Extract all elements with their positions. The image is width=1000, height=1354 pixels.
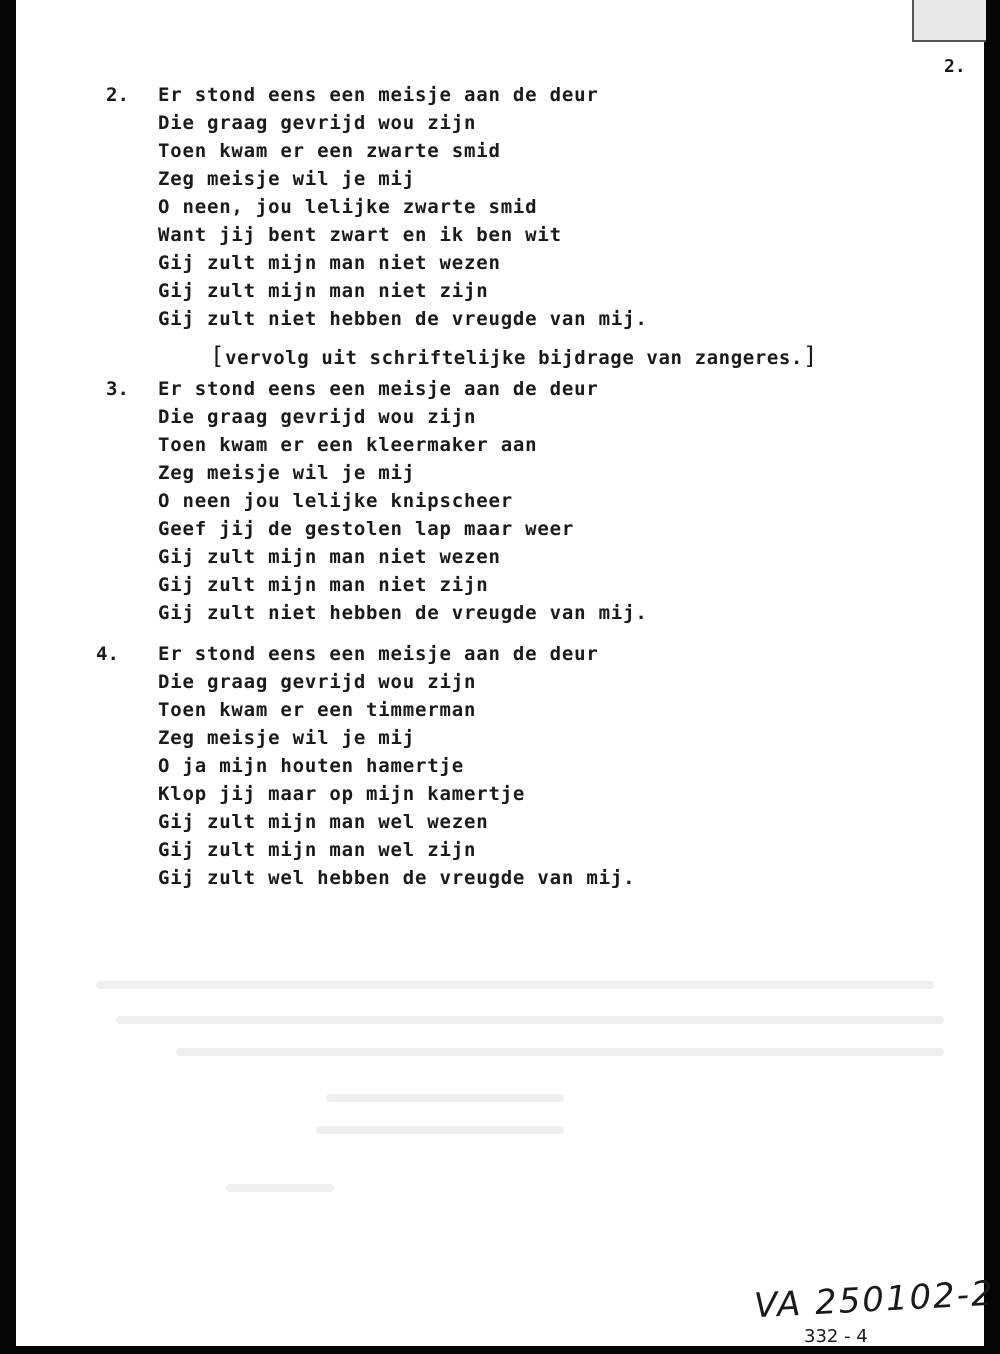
stanza-line: Geef jij de gestolen lap maar weer	[158, 518, 575, 540]
stanza-line: Want jij bent zwart en ik ben wit	[158, 224, 562, 246]
stanza-line: Toen kwam er een timmerman	[158, 699, 477, 721]
stanza-line: Die graag gevrijd wou zijn	[158, 671, 477, 693]
stanza-line: Gij zult mijn man wel wezen	[158, 811, 489, 833]
stanza-line: Klop jij maar op mijn kamertje	[158, 783, 526, 805]
stanza-line: Gij zult wel hebben de vreugde van mij.	[158, 867, 636, 889]
stanza-line: Gij zult mijn man wel zijn	[158, 839, 477, 861]
stanza-line: Gij zult mijn man niet wezen	[158, 252, 501, 274]
stanza-line: Gij zult mijn man niet wezen	[158, 546, 501, 568]
stanza-number: 3.	[106, 378, 129, 400]
stanza-line: Zeg meisje wil je mij	[158, 462, 416, 484]
stanza-line: Gij zult mijn man niet zijn	[158, 280, 489, 302]
stanza-line: Zeg meisje wil je mij	[158, 168, 416, 190]
stanza-line: O ja mijn houten hamertje	[158, 755, 464, 777]
stanza-line: O neen jou lelijke knipscheer	[158, 490, 513, 512]
source-note-text: vervolg uit schriftelijke bijdrage van zangeres.	[225, 347, 803, 369]
stanza-line: O neen, jou lelijke zwarte smid	[158, 196, 538, 218]
stanza-number: 4.	[96, 643, 119, 665]
stanza-line: Zeg meisje wil je mij	[158, 727, 416, 749]
stanza-line: Die graag gevrijd wou zijn	[158, 406, 477, 428]
reference-number: 332 - 4	[804, 1326, 868, 1347]
handwritten-archive-code: VA 250102-2	[753, 1273, 996, 1327]
stanza-line: Gij zult mijn man niet zijn	[158, 574, 489, 596]
stanza-line: Toen kwam er een zwarte smid	[158, 140, 501, 162]
stanza-line: Gij zult niet hebben de vreugde van mij.	[158, 602, 648, 624]
stanza-line: Er stond eens een meisje aan de deur	[158, 643, 599, 665]
close-bracket: ]	[802, 342, 818, 370]
stanza-line: Er stond eens een meisje aan de deur	[158, 378, 599, 400]
page-number: 2.	[944, 56, 966, 77]
stanza-line: Gij zult niet hebben de vreugde van mij.	[158, 308, 648, 330]
open-bracket: [	[210, 342, 226, 370]
stanza-number: 2.	[106, 84, 129, 106]
stanza-line: Er stond eens een meisje aan de deur	[158, 84, 599, 106]
stanza-line: Die graag gevrijd wou zijn	[158, 112, 477, 134]
stanza-line: Toen kwam er een kleermaker aan	[158, 434, 538, 456]
